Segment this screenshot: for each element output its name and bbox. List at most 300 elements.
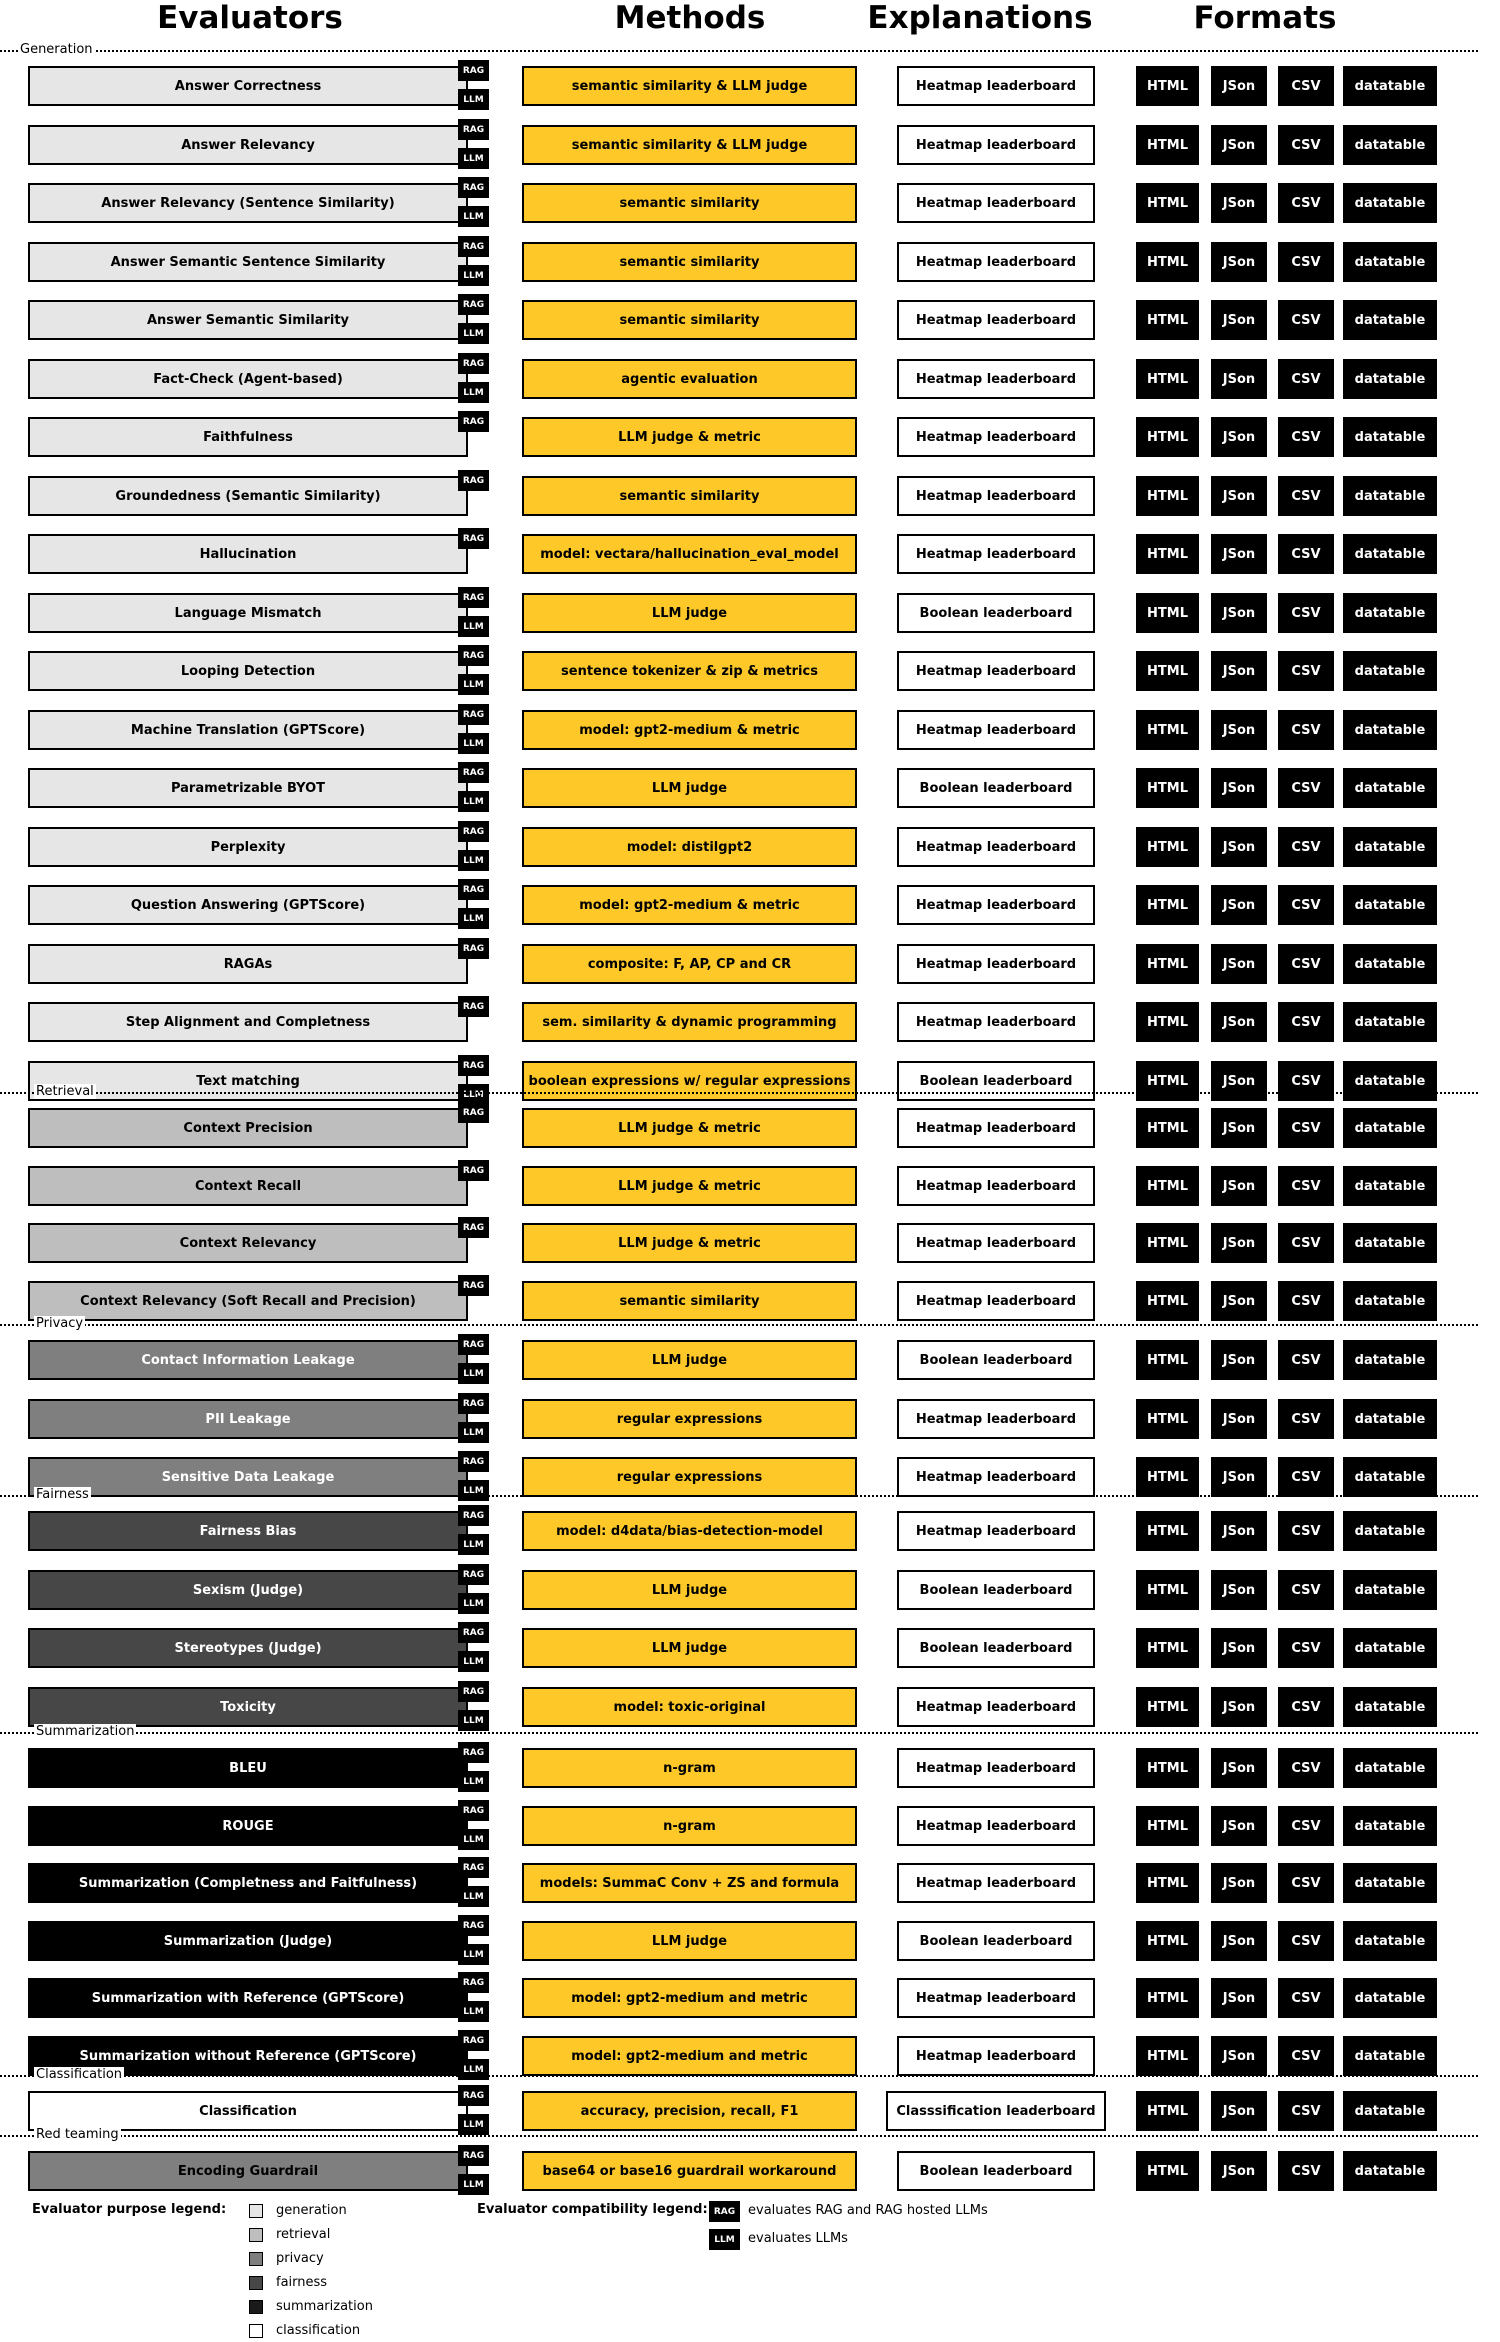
format-html-button[interactable]: HTML (1136, 2151, 1199, 2191)
format-json-button[interactable]: JSon (1211, 1570, 1267, 1610)
evaluator-box[interactable]: Answer Correctness (28, 66, 468, 106)
legend-label-retrieval: retrieval (276, 2227, 331, 2242)
format-json-button[interactable]: JSon (1211, 1806, 1267, 1846)
explanation-box[interactable]: Heatmap leaderboard (897, 1399, 1095, 1439)
explanation-box[interactable]: Boolean leaderboard (897, 1921, 1095, 1961)
format-json-button[interactable]: JSon (1211, 944, 1267, 984)
format-html-button[interactable]: HTML (1136, 183, 1199, 223)
evaluator-box[interactable]: Contact Information Leakage (28, 1340, 468, 1380)
format-html-button[interactable]: HTML (1136, 359, 1199, 399)
format-datatable-button[interactable]: datatable (1343, 1002, 1437, 1042)
explanation-box[interactable]: Heatmap leaderboard (897, 1002, 1095, 1042)
format-json-button[interactable]: JSon (1211, 1863, 1267, 1903)
format-csv-button[interactable]: CSV (1278, 125, 1334, 165)
format-csv-button[interactable]: CSV (1278, 1399, 1334, 1439)
explanation-box[interactable]: Heatmap leaderboard (897, 1748, 1095, 1788)
format-json-button[interactable]: JSon (1211, 1281, 1267, 1321)
explanation-box[interactable]: Heatmap leaderboard (897, 651, 1095, 691)
explanation-box[interactable]: Heatmap leaderboard (897, 183, 1095, 223)
format-html-button[interactable]: HTML (1136, 1061, 1199, 1101)
format-datatable-button[interactable]: datatable (1343, 1748, 1437, 1788)
evaluator-box[interactable]: Question Answering (GPTScore) (28, 885, 468, 925)
legend-label-fairness: fairness (276, 2275, 328, 2290)
legend-label-summarization: summarization (276, 2299, 373, 2314)
rag-tag: RAG (458, 1102, 489, 1123)
method-box: semantic similarity (522, 1281, 857, 1321)
explanation-box[interactable]: Heatmap leaderboard (897, 300, 1095, 340)
explanation-box[interactable]: Heatmap leaderboard (897, 710, 1095, 750)
evaluator-box[interactable]: Faithfulness (28, 417, 468, 457)
method-box: LLM judge & metric (522, 1108, 857, 1148)
evaluator-box[interactable]: Context Precision (28, 1108, 468, 1148)
evaluator-box[interactable]: RAGAs (28, 944, 468, 984)
rag-tag: RAG (458, 1800, 489, 1821)
evaluator-box[interactable]: Toxicity (28, 1687, 468, 1727)
section-label: Generation (20, 42, 93, 57)
format-datatable-button[interactable]: datatable (1343, 1108, 1437, 1148)
rag-tag: RAG (458, 2085, 489, 2106)
method-box: semantic similarity (522, 300, 857, 340)
format-csv-button[interactable]: CSV (1278, 417, 1334, 457)
method-box: model: vectara/hallucination_eval_model (522, 534, 857, 574)
compat-legend-title: Evaluator compatibility legend: (477, 2202, 708, 2217)
format-datatable-button[interactable]: datatable (1343, 183, 1437, 223)
evaluator-box[interactable]: Context Relevancy (Soft Recall and Precision) (28, 1281, 468, 1321)
legend-llm-tag: LLM (709, 2229, 740, 2250)
format-html-button[interactable]: HTML (1136, 1921, 1199, 1961)
format-datatable-button[interactable]: datatable (1343, 66, 1437, 106)
evaluator-box[interactable]: Summarization without Reference (GPTScore) (28, 2036, 468, 2076)
explanation-box[interactable]: Classsification leaderboard (886, 2091, 1106, 2131)
format-datatable-button[interactable]: datatable (1343, 768, 1437, 808)
evaluator-box[interactable]: Step Alignment and Completness (28, 1002, 468, 1042)
format-json-button[interactable]: JSon (1211, 1687, 1267, 1727)
format-datatable-button[interactable]: datatable (1343, 1921, 1437, 1961)
method-box: regular expressions (522, 1457, 857, 1497)
format-html-button[interactable]: HTML (1136, 651, 1199, 691)
format-json-button[interactable]: JSon (1211, 534, 1267, 574)
format-json-button[interactable]: JSon (1211, 768, 1267, 808)
explanation-box[interactable]: Heatmap leaderboard (897, 885, 1095, 925)
format-csv-button[interactable]: CSV (1278, 1570, 1334, 1610)
format-datatable-button[interactable]: datatable (1343, 1399, 1437, 1439)
format-datatable-button[interactable]: datatable (1343, 1570, 1437, 1610)
method-box: model: toxic-original (522, 1687, 857, 1727)
format-datatable-button[interactable]: datatable (1343, 1863, 1437, 1903)
format-json-button[interactable]: JSon (1211, 1628, 1267, 1668)
format-csv-button[interactable]: CSV (1278, 2151, 1334, 2191)
format-datatable-button[interactable]: datatable (1343, 593, 1437, 633)
method-box: semantic similarity & LLM judge (522, 125, 857, 165)
section-divider (0, 1732, 1478, 1734)
evaluator-box[interactable]: Answer Semantic Similarity (28, 300, 468, 340)
rag-tag: RAG (458, 1451, 489, 1472)
format-json-button[interactable]: JSon (1211, 66, 1267, 106)
evaluator-box[interactable]: Summarization with Reference (GPTScore) (28, 1978, 468, 2018)
format-csv-button[interactable]: CSV (1278, 768, 1334, 808)
format-html-button[interactable]: HTML (1136, 1281, 1199, 1321)
explanation-box[interactable]: Boolean leaderboard (897, 1061, 1095, 1101)
format-datatable-button[interactable]: datatable (1343, 1281, 1437, 1321)
format-html-button[interactable]: HTML (1136, 1748, 1199, 1788)
evaluator-box[interactable]: Answer Relevancy (Sentence Similarity) (28, 183, 468, 223)
format-datatable-button[interactable]: datatable (1343, 300, 1437, 340)
format-datatable-button[interactable]: datatable (1343, 1511, 1437, 1551)
llm-tag: LLM (458, 382, 489, 403)
rag-tag: RAG (458, 1564, 489, 1585)
evaluator-box[interactable]: Fairness Bias (28, 1511, 468, 1551)
rag-tag: RAG (458, 411, 489, 432)
format-json-button[interactable]: JSon (1211, 827, 1267, 867)
method-box: semantic similarity (522, 183, 857, 223)
format-json-button[interactable]: JSon (1211, 1978, 1267, 2018)
method-box: model: gpt2-medium & metric (522, 710, 857, 750)
format-html-button[interactable]: HTML (1136, 885, 1199, 925)
format-json-button[interactable]: JSon (1211, 300, 1267, 340)
explanation-box[interactable]: Heatmap leaderboard (897, 417, 1095, 457)
evaluator-box[interactable]: Context Recall (28, 1166, 468, 1206)
format-csv-button[interactable]: CSV (1278, 1687, 1334, 1727)
format-html-button[interactable]: HTML (1136, 1863, 1199, 1903)
format-datatable-button[interactable]: datatable (1343, 534, 1437, 574)
rag-tag: RAG (458, 587, 489, 608)
format-datatable-button[interactable]: datatable (1343, 1061, 1437, 1101)
format-json-button[interactable]: JSon (1211, 593, 1267, 633)
evaluator-box[interactable]: Summarization (Judge) (28, 1921, 468, 1961)
format-html-button[interactable]: HTML (1136, 827, 1199, 867)
format-json-button[interactable]: JSon (1211, 1002, 1267, 1042)
explanation-box[interactable]: Heatmap leaderboard (897, 1166, 1095, 1206)
format-datatable-button[interactable]: datatable (1343, 2151, 1437, 2191)
section-label: Privacy (36, 1316, 84, 1331)
llm-tag: LLM (458, 1944, 489, 1965)
format-csv-button[interactable]: CSV (1278, 885, 1334, 925)
format-json-button[interactable]: JSon (1211, 125, 1267, 165)
method-box: models: SummaC Conv + ZS and formula (522, 1863, 857, 1903)
llm-tag: LLM (458, 2001, 489, 2022)
rag-tag: RAG (458, 1742, 489, 1763)
format-html-button[interactable]: HTML (1136, 1166, 1199, 1206)
method-box: LLM judge (522, 768, 857, 808)
rag-tag: RAG (458, 528, 489, 549)
format-csv-button[interactable]: CSV (1278, 1806, 1334, 1846)
explanation-box[interactable]: Heatmap leaderboard (897, 2036, 1095, 2076)
format-html-button[interactable]: HTML (1136, 768, 1199, 808)
format-datatable-button[interactable]: datatable (1343, 476, 1437, 516)
evaluator-box[interactable]: Encoding Guardrail (28, 2151, 468, 2191)
explanation-box[interactable]: Boolean leaderboard (897, 1628, 1095, 1668)
rag-tag: RAG (458, 177, 489, 198)
format-html-button[interactable]: HTML (1136, 1570, 1199, 1610)
method-box: semantic similarity & LLM judge (522, 66, 857, 106)
format-html-button[interactable]: HTML (1136, 1978, 1199, 2018)
format-html-button[interactable]: HTML (1136, 1399, 1199, 1439)
format-json-button[interactable]: JSon (1211, 1061, 1267, 1101)
method-box: semantic similarity (522, 242, 857, 282)
format-datatable-button[interactable]: datatable (1343, 1628, 1437, 1668)
explanation-box[interactable]: Heatmap leaderboard (897, 1281, 1095, 1321)
format-csv-button[interactable]: CSV (1278, 827, 1334, 867)
method-box: sentence tokenizer & zip & metrics (522, 651, 857, 691)
format-datatable-button[interactable]: datatable (1343, 944, 1437, 984)
rag-tag: RAG (458, 60, 489, 81)
llm-tag: LLM (458, 1651, 489, 1672)
method-box: semantic similarity (522, 476, 857, 516)
explanation-box[interactable]: Heatmap leaderboard (897, 125, 1095, 165)
llm-tag: LLM (458, 206, 489, 227)
llm-tag: LLM (458, 733, 489, 754)
evaluator-box[interactable]: Language Mismatch (28, 593, 468, 633)
format-csv-button[interactable]: CSV (1278, 183, 1334, 223)
format-html-button[interactable]: HTML (1136, 2036, 1199, 2076)
format-csv-button[interactable]: CSV (1278, 300, 1334, 340)
format-json-button[interactable]: JSon (1211, 2036, 1267, 2076)
explanation-box[interactable]: Heatmap leaderboard (897, 1978, 1095, 2018)
format-json-button[interactable]: JSon (1211, 359, 1267, 399)
format-html-button[interactable]: HTML (1136, 1511, 1199, 1551)
rag-tag: RAG (458, 470, 489, 491)
format-json-button[interactable]: JSon (1211, 1457, 1267, 1497)
format-html-button[interactable]: HTML (1136, 1108, 1199, 1148)
llm-tag: LLM (458, 89, 489, 110)
evaluator-box[interactable]: BLEU (28, 1748, 468, 1788)
format-csv-button[interactable]: CSV (1278, 1002, 1334, 1042)
format-csv-button[interactable]: CSV (1278, 1863, 1334, 1903)
evaluator-box[interactable]: Sensitive Data Leakage (28, 1457, 468, 1497)
format-html-button[interactable]: HTML (1136, 1687, 1199, 1727)
explanation-box[interactable]: Heatmap leaderboard (897, 1457, 1095, 1497)
format-json-button[interactable]: JSon (1211, 1748, 1267, 1788)
format-csv-button[interactable]: CSV (1278, 1281, 1334, 1321)
format-datatable-button[interactable]: datatable (1343, 1457, 1437, 1497)
format-csv-button[interactable]: CSV (1278, 2036, 1334, 2076)
legend-swatch-summarization (249, 2300, 263, 2314)
format-html-button[interactable]: HTML (1136, 1223, 1199, 1263)
format-csv-button[interactable]: CSV (1278, 1340, 1334, 1380)
legend-swatch-fairness (249, 2276, 263, 2290)
format-csv-button[interactable]: CSV (1278, 1108, 1334, 1148)
format-csv-button[interactable]: CSV (1278, 242, 1334, 282)
format-datatable-button[interactable]: datatable (1343, 651, 1437, 691)
explanation-box[interactable]: Heatmap leaderboard (897, 1863, 1095, 1903)
evaluator-box[interactable]: ROUGE (28, 1806, 468, 1846)
method-box: LLM judge (522, 1340, 857, 1380)
format-datatable-button[interactable]: datatable (1343, 827, 1437, 867)
format-datatable-button[interactable]: datatable (1343, 2036, 1437, 2076)
format-json-button[interactable]: JSon (1211, 417, 1267, 457)
format-html-button[interactable]: HTML (1136, 1806, 1199, 1846)
purpose-legend-title: Evaluator purpose legend: (32, 2202, 227, 2217)
llm-tag: LLM (458, 1593, 489, 1614)
format-csv-button[interactable]: CSV (1278, 1748, 1334, 1788)
explanation-box[interactable]: Heatmap leaderboard (897, 1223, 1095, 1263)
format-json-button[interactable]: JSon (1211, 242, 1267, 282)
format-json-button[interactable]: JSon (1211, 651, 1267, 691)
rag-tag: RAG (458, 1334, 489, 1355)
format-csv-button[interactable]: CSV (1278, 2091, 1334, 2131)
format-html-button[interactable]: HTML (1136, 944, 1199, 984)
format-csv-button[interactable]: CSV (1278, 1061, 1334, 1101)
format-html-button[interactable]: HTML (1136, 242, 1199, 282)
format-html-button[interactable]: HTML (1136, 1340, 1199, 1380)
rag-tag: RAG (458, 353, 489, 374)
format-html-button[interactable]: HTML (1136, 2091, 1199, 2131)
rag-tag: RAG (458, 1681, 489, 1702)
evaluator-box[interactable]: Context Relevancy (28, 1223, 468, 1263)
format-html-button[interactable]: HTML (1136, 125, 1199, 165)
method-box: n-gram (522, 1806, 857, 1846)
evaluator-box[interactable]: Classification (28, 2091, 468, 2131)
format-datatable-button[interactable]: datatable (1343, 125, 1437, 165)
format-csv-button[interactable]: CSV (1278, 1628, 1334, 1668)
format-csv-button[interactable]: CSV (1278, 1223, 1334, 1263)
llm-tag: LLM (458, 1886, 489, 1907)
llm-tag: LLM (458, 850, 489, 871)
format-csv-button[interactable]: CSV (1278, 1457, 1334, 1497)
llm-tag: LLM (458, 2059, 489, 2080)
evaluator-box[interactable]: Machine Translation (GPTScore) (28, 710, 468, 750)
rag-tag: RAG (458, 1055, 489, 1076)
explanation-box[interactable]: Heatmap leaderboard (897, 944, 1095, 984)
format-csv-button[interactable]: CSV (1278, 944, 1334, 984)
explanation-box[interactable]: Heatmap leaderboard (897, 1806, 1095, 1846)
format-html-button[interactable]: HTML (1136, 476, 1199, 516)
format-csv-button[interactable]: CSV (1278, 651, 1334, 691)
evaluator-box[interactable]: Stereotypes (Judge) (28, 1628, 468, 1668)
format-json-button[interactable]: JSon (1211, 1511, 1267, 1551)
method-box: regular expressions (522, 1399, 857, 1439)
evaluator-box[interactable]: Perplexity (28, 827, 468, 867)
rag-tag: RAG (458, 996, 489, 1017)
method-box: sem. similarity & dynamic programming (522, 1002, 857, 1042)
evaluator-box[interactable]: Parametrizable BYOT (28, 768, 468, 808)
format-csv-button[interactable]: CSV (1278, 710, 1334, 750)
format-csv-button[interactable]: CSV (1278, 1978, 1334, 2018)
explanation-box[interactable]: Heatmap leaderboard (897, 359, 1095, 399)
format-json-button[interactable]: JSon (1211, 1399, 1267, 1439)
format-datatable-button[interactable]: datatable (1343, 2091, 1437, 2131)
format-json-button[interactable]: JSon (1211, 2151, 1267, 2191)
format-datatable-button[interactable]: datatable (1343, 1806, 1437, 1846)
format-json-button[interactable]: JSon (1211, 1108, 1267, 1148)
evaluator-box[interactable]: Hallucination (28, 534, 468, 574)
explanation-box[interactable]: Heatmap leaderboard (897, 476, 1095, 516)
section-label: Red teaming (36, 2127, 119, 2142)
evaluator-box[interactable]: Fact-Check (Agent-based) (28, 359, 468, 399)
format-json-button[interactable]: JSon (1211, 1223, 1267, 1263)
format-datatable-button[interactable]: datatable (1343, 359, 1437, 399)
evaluator-box[interactable]: Text matching (28, 1061, 468, 1101)
section-divider (0, 1092, 1478, 1094)
explanation-box[interactable]: Heatmap leaderboard (897, 534, 1095, 574)
section-divider (0, 1324, 1478, 1326)
format-csv-button[interactable]: CSV (1278, 1921, 1334, 1961)
explanation-box[interactable]: Heatmap leaderboard (897, 242, 1095, 282)
rag-tag: RAG (458, 1275, 489, 1296)
explanation-box[interactable]: Boolean leaderboard (897, 768, 1095, 808)
format-json-button[interactable]: JSon (1211, 885, 1267, 925)
format-html-button[interactable]: HTML (1136, 534, 1199, 574)
format-html-button[interactable]: HTML (1136, 593, 1199, 633)
format-json-button[interactable]: JSon (1211, 710, 1267, 750)
explanation-box[interactable]: Heatmap leaderboard (897, 1511, 1095, 1551)
format-html-button[interactable]: HTML (1136, 1457, 1199, 1497)
method-box: LLM judge (522, 593, 857, 633)
format-datatable-button[interactable]: datatable (1343, 885, 1437, 925)
format-csv-button[interactable]: CSV (1278, 359, 1334, 399)
format-html-button[interactable]: HTML (1136, 710, 1199, 750)
explanation-box[interactable]: Heatmap leaderboard (897, 66, 1095, 106)
explanation-box[interactable]: Boolean leaderboard (897, 593, 1095, 633)
rag-tag: RAG (458, 1505, 489, 1526)
format-json-button[interactable]: JSon (1211, 476, 1267, 516)
format-html-button[interactable]: HTML (1136, 66, 1199, 106)
section-divider (0, 2075, 1478, 2077)
evaluator-box[interactable]: Sexism (Judge) (28, 1570, 468, 1610)
evaluator-box[interactable]: Answer Semantic Sentence Similarity (28, 242, 468, 282)
format-datatable-button[interactable]: datatable (1343, 710, 1437, 750)
explanation-box[interactable]: Heatmap leaderboard (897, 827, 1095, 867)
format-json-button[interactable]: JSon (1211, 1166, 1267, 1206)
rag-tag: RAG (458, 762, 489, 783)
format-csv-button[interactable]: CSV (1278, 66, 1334, 106)
format-json-button[interactable]: JSon (1211, 183, 1267, 223)
format-html-button[interactable]: HTML (1136, 417, 1199, 457)
format-csv-button[interactable]: CSV (1278, 534, 1334, 574)
rag-tag: RAG (458, 236, 489, 257)
format-datatable-button[interactable]: datatable (1343, 1340, 1437, 1380)
format-csv-button[interactable]: CSV (1278, 593, 1334, 633)
format-html-button[interactable]: HTML (1136, 1628, 1199, 1668)
format-json-button[interactable]: JSon (1211, 2091, 1267, 2131)
explanation-box[interactable]: Boolean leaderboard (897, 2151, 1095, 2191)
format-datatable-button[interactable]: datatable (1343, 242, 1437, 282)
evaluator-box[interactable]: Answer Relevancy (28, 125, 468, 165)
format-html-button[interactable]: HTML (1136, 1002, 1199, 1042)
method-box: model: distilgpt2 (522, 827, 857, 867)
evaluator-box[interactable]: PII Leakage (28, 1399, 468, 1439)
format-datatable-button[interactable]: datatable (1343, 1166, 1437, 1206)
format-datatable-button[interactable]: datatable (1343, 1223, 1437, 1263)
section-divider (0, 50, 1478, 52)
evaluator-box[interactable]: Groundedness (Semantic Similarity) (28, 476, 468, 516)
format-datatable-button[interactable]: datatable (1343, 1687, 1437, 1727)
method-box: model: gpt2-medium & metric (522, 885, 857, 925)
format-csv-button[interactable]: CSV (1278, 476, 1334, 516)
rag-tag: RAG (458, 645, 489, 666)
method-box: LLM judge & metric (522, 417, 857, 457)
explanation-box[interactable]: Heatmap leaderboard (897, 1108, 1095, 1148)
format-json-button[interactable]: JSon (1211, 1921, 1267, 1961)
format-html-button[interactable]: HTML (1136, 300, 1199, 340)
evaluator-box[interactable]: Summarization (Completness and Faitfulness) (28, 1863, 468, 1903)
explanation-box[interactable]: Boolean leaderboard (897, 1340, 1095, 1380)
evaluator-box[interactable]: Looping Detection (28, 651, 468, 691)
section-label: Classification (36, 2067, 123, 2082)
explanation-box[interactable]: Heatmap leaderboard (897, 1687, 1095, 1727)
format-csv-button[interactable]: CSV (1278, 1166, 1334, 1206)
format-datatable-button[interactable]: datatable (1343, 417, 1437, 457)
format-datatable-button[interactable]: datatable (1343, 1978, 1437, 2018)
header-methods: Methods (614, 0, 766, 36)
method-box: model: gpt2-medium and metric (522, 2036, 857, 2076)
rag-tag: RAG (458, 2030, 489, 2051)
format-csv-button[interactable]: CSV (1278, 1511, 1334, 1551)
header-explanations: Explanations (867, 0, 1093, 36)
explanation-box[interactable]: Boolean leaderboard (897, 1570, 1095, 1610)
format-json-button[interactable]: JSon (1211, 1340, 1267, 1380)
rag-tag: RAG (458, 1217, 489, 1238)
